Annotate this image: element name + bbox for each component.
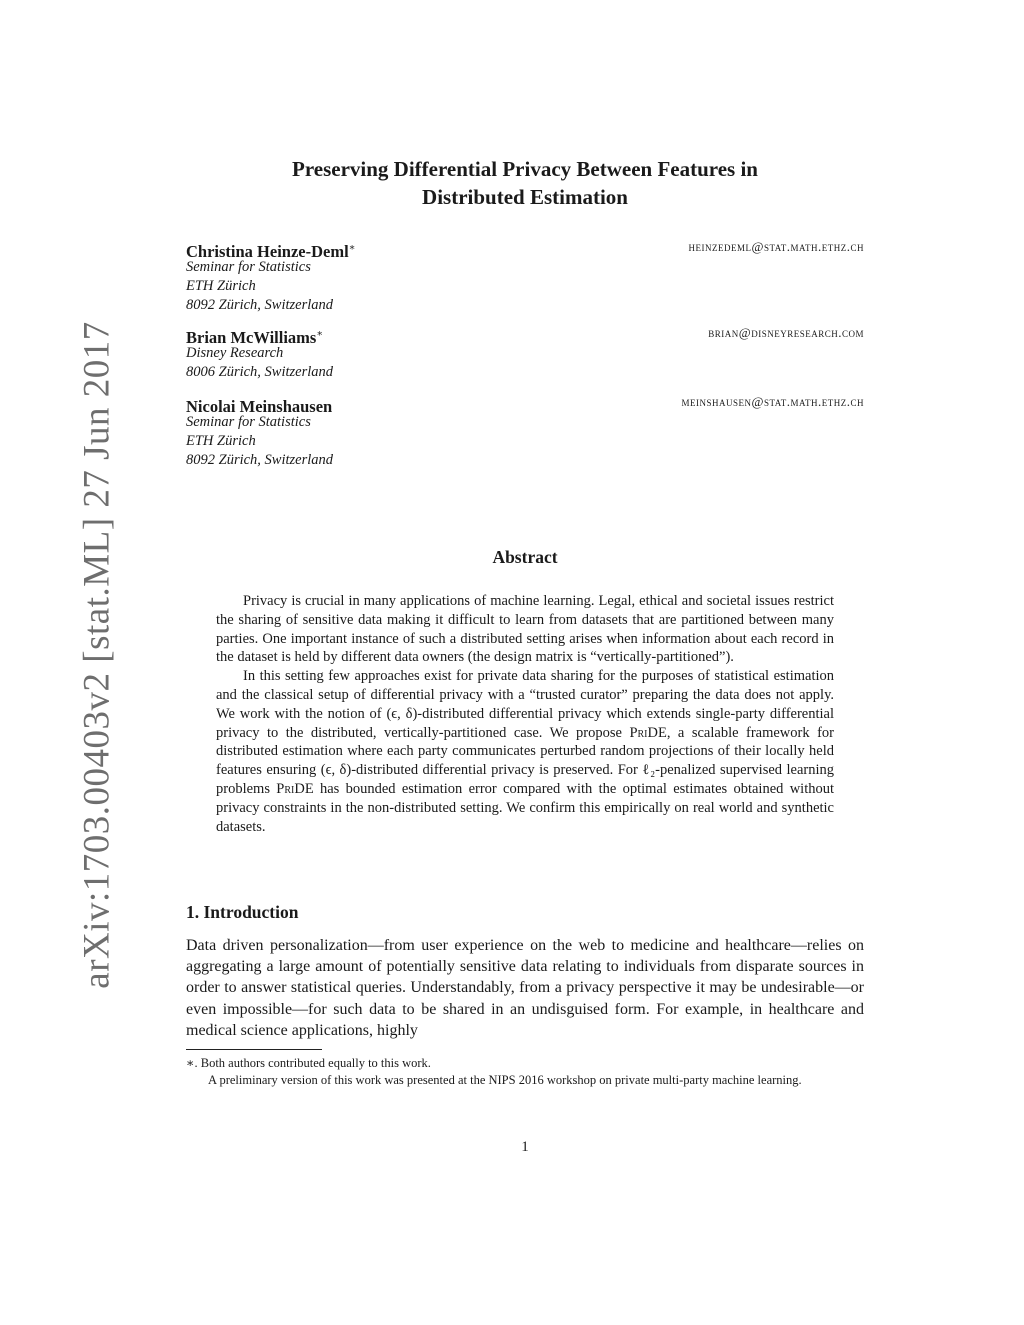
footnote-preliminary-version: A preliminary version of this work was presented at the NIPS 2016 workshop on private multi-party machine learning. [208,1072,802,1087]
author-affiliation: 8006 Zürich, Switzerland [186,364,334,380]
author-email[interactable]: brian@disneyresearch.com [708,325,864,340]
author-affiliation: Seminar for Statistics [186,259,311,275]
author-affiliation: Disney Research [186,345,284,361]
abstract-paragraph-2: In this setting few approaches exist for private data sharing for the purposes of statistical estimation and the classical setup of differential privacy with a “trusted curator” preparing the data does not apply. We work with the notion of (ϵ, δ)-distributed differential privacy which extends single-party differential privacy to the distributed, vertically-partitioned case. We propose PriDE, a scalable framework for distributed estimation where each party communicates perturbed random projections of their locally held features ensuring (ϵ, δ)-distributed differential privacy is preserved. For ℓ₂-penalized supervised learning problems PriDE has bounded estimation error compared with the optimal estimates obtained without privacy constraints in the non-distributed setting. We confirm this empirically on real world and synthetic datasets. [216,668,835,835]
author-block-3 [186,393,864,470]
arxiv-identifier: arXiv:1703.00403v2 [stat.ML] 27 Jun 2017 [76,321,118,989]
author-name: Brian McWilliams∗ [186,327,324,347]
author-block-1 [186,238,864,315]
section-heading-introduction: 1. Introduction [186,902,299,922]
author-name: Christina Heinze-Deml∗ [186,241,356,261]
author-affiliation: ETH Zürich [186,278,256,294]
author-name: Nicolai Meinshausen [186,396,333,416]
author-marker: ∗ [348,242,356,253]
paper-title-line-1: Preserving Differential Privacy Between Features in [292,157,758,181]
introduction-body [186,935,864,1041]
paper-title-line-2: Distributed Estimation [422,185,628,209]
abstract-paragraph-1: Privacy is crucial in many applications of machine learning. Legal, ethical and societal issues restrict the sharing of sensitive data making it difficult to learn from datasets that are partitioned between many parties. One important instance of such a distributed setting arises when information about each record in the dataset is held by different data owners (the design matrix is “vertically-partitioned”). [216,593,834,666]
footnotes [186,1055,864,1088]
pride-name: PriDE [629,724,667,741]
author-email[interactable]: heinzedeml@stat.math.ethz.ch [688,239,864,254]
footnote-rule [186,1049,322,1050]
author-affiliation: Seminar for Statistics [186,414,311,430]
footnote-equal-contribution: ∗. Both authors contributed equally to this work. [186,1056,431,1070]
paper-title [186,155,864,211]
author-block-2 [186,324,864,382]
author-affiliation: 8092 Zürich, Switzerland [186,297,334,313]
author-affiliation: 8092 Zürich, Switzerland [186,452,334,468]
author-affiliation: ETH Zürich [186,433,256,449]
introduction-paragraph: Data driven personalization—from user experience on the web to medicine and healthcare—relies on aggregating a large amount of potentially sensitive data relating to individuals from disparate sources in order to answer statistical queries. Understandably, from a privacy perspective it may be undesirable—or even impossible—for such data to be shared in an undisguised form. For example, in healthcare and medical science applications, highly [186,937,864,1039]
author-marker: ∗ [316,328,324,339]
abstract-heading: Abstract [492,547,558,567]
author-email[interactable]: meinshausen@stat.math.ethz.ch [681,394,864,409]
page-number: 1 [521,1139,529,1155]
abstract-body [216,592,834,836]
pride-name: PriDE [276,780,314,797]
